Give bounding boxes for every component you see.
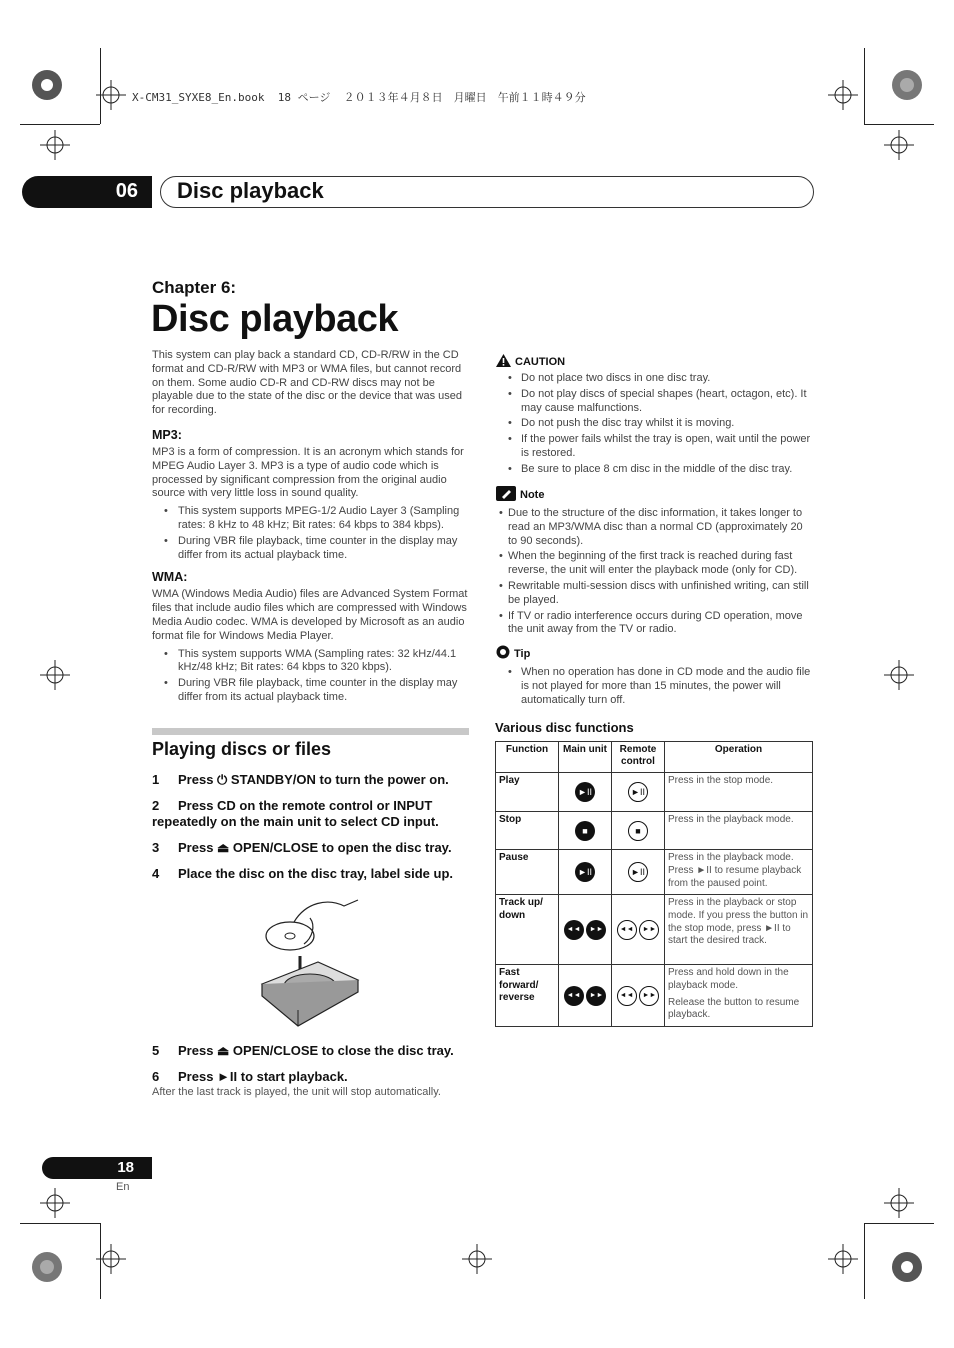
page-number-tab [42,1157,152,1179]
remote-button [612,965,665,1027]
skip-forward-icon: ►► [639,920,659,940]
operation-text: Press in the playback or stop mode. If you press the button in the stop mode, press ►II to start the desired track. [665,895,813,965]
column-header: Function [496,742,559,773]
list-item: • Be sure to place 8 cm disc in the middle of the disc tray. [496,463,814,477]
caution-bullets [496,372,814,477]
crosshair-icon [884,1188,914,1218]
intro-paragraph: This system can play back a standard CD, CD-R/RW in the CD format and CD-R/RW with MP3 or WMA files, but cannot record on them. Some audio CD-R and CD-RW discs may not be playable due to the state of the disc or the device that was used for recording. [152,349,463,417]
language-code: En [116,1181,130,1193]
column-header: Operation [665,742,813,773]
tip-icon [496,645,510,659]
list-item: • Rewritable multi-session discs with unfinished writing, can still be played. [496,580,814,608]
crosshair-icon [828,1244,858,1274]
step-text: Place the disc on the disc tray, label side up. [178,866,454,881]
list-item: • Do not push the disc tray whilst it is moving. [496,417,814,431]
remote-button [612,895,665,965]
function-name: Play [496,773,559,812]
step-6 [152,1069,472,1085]
disc-functions-table [495,741,813,1027]
wma-bullets [152,648,470,705]
operation-text: Press in the playback mode. Press ►II to resume playback from the paused point. [665,850,813,895]
step-text: Press ⏻ STANDBY/ON to turn the power on. [178,772,449,787]
rewind-icon: ◄◄ [564,986,584,1006]
list-item: • This system supports WMA (Sampling rates: 32 kHz/44.1 kHz/48 kHz; Bit rates: 64 kbps to 320 kbps). [152,648,470,676]
section-title: Playing discs or files [152,739,332,759]
table-header-row [496,742,813,773]
list-item: • This system supports MPEG-1/2 Audio Layer 3 (Sampling rates: 8 kHz to 48 kHz; Bit rates: 64 kbps to 384 kbps). [152,505,470,533]
caution-block [496,354,816,479]
registration-mark-icon [30,68,64,102]
page-title: Disc playback [151,298,398,340]
mp3-bullets [152,505,470,562]
column-header: Remote control [612,742,665,773]
main-unit-button [559,850,612,895]
list-item: • When the beginning of the first track is reached during fast reverse, the unit will enter the playback mode (only for CD). [496,550,814,578]
main-unit-button [559,965,612,1027]
stop-icon: ■ [575,821,595,841]
table-row [496,850,813,895]
note-heading-text: Note [520,489,545,501]
operation-text: Press in the playback mode. [665,812,813,850]
column-header: Main unit [559,742,612,773]
step-number: 1 [152,772,160,787]
wma-heading: WMA: [152,570,188,585]
crosshair-icon [96,80,126,110]
crosshair-icon [884,660,914,690]
crosshair-icon [40,1188,70,1218]
tip-heading-text: Tip [514,648,531,660]
chapter-header-bar [160,176,814,208]
crosshair-icon [40,130,70,160]
chapter-header-title: Disc playback [177,178,324,203]
book-info-line: X-CM31_SYXE8_En.book 18 ページ ２０１３年４月８日 月曜日 午前１１時４９分 [132,91,586,104]
registration-mark-icon [890,1250,924,1284]
operation-text [665,965,813,1027]
step-number: 6 [152,1069,160,1084]
main-unit-button [559,812,612,850]
chapter-number: 06 [115,180,138,202]
function-name: Pause [496,850,559,895]
fast-forward-icon: ►► [639,986,659,1006]
table-row [496,812,813,850]
list-item: • Do not play discs of special shapes (heart, octagon, etc). It may cause malfunctions. [496,388,814,416]
page-number: 18 [117,1159,134,1176]
remote-button [612,812,665,850]
table-row [496,965,813,1027]
operation-line: Press and hold down in the playback mode. [668,967,789,991]
step-4 [152,866,472,882]
left-column [152,349,470,707]
after-playback-note: After the last track is played, the unit will stop automatically. [152,1086,441,1098]
mp3-heading: MP3: [152,427,182,442]
tip-block [496,645,816,709]
step-2 [152,798,472,830]
step-text: Press ►II to start playback. [178,1069,348,1084]
stop-icon: ■ [628,821,648,841]
list-item: • If TV or radio interference occurs during CD operation, move the unit away from the TV or radio. [496,610,814,638]
step-number: 4 [152,866,160,881]
crosshair-icon [40,660,70,690]
note-heading [496,486,816,501]
play-pause-icon: ►II [575,862,595,882]
warning-icon [496,354,511,367]
skip-back-icon: ◄◄ [617,920,637,940]
play-pause-icon: ►II [575,782,595,802]
step-text: Press ⏏ OPEN/CLOSE to open the disc tray. [178,840,452,855]
caution-heading [496,354,816,368]
step-text: Press CD on the remote control or INPUT repeatedly on the main unit to select CD input. [152,798,439,829]
step-text: Press ⏏ OPEN/CLOSE to close the disc tray. [178,1043,454,1058]
note-icon [496,486,516,501]
step-1 [152,772,472,788]
registration-mark-icon [890,68,924,102]
list-item: • Due to the structure of the disc information, it takes longer to read an MP3/WMA disc than a normal CD (approximately 20 to 90 seconds). [496,507,814,548]
rewind-icon: ◄◄ [617,986,637,1006]
operation-text: Press in the stop mode. [665,773,813,812]
remote-button [612,850,665,895]
section-bar [152,728,469,735]
step-3 [152,840,472,856]
caution-heading-text: CAUTION [515,356,566,368]
chapter-number-tab [22,176,152,208]
skip-back-icon: ◄◄ [564,920,584,940]
crosshair-icon [462,1244,492,1274]
step-number: 3 [152,840,160,855]
play-pause-icon: ►II [628,782,648,802]
crosshair-icon [96,1244,126,1274]
list-item: • If the power fails whilst the tray is open, wait until the power is restored. [496,433,814,461]
skip-forward-icon: ►► [586,920,606,940]
list-item: • During VBR file playback, time counter in the display may differ from its actual playback time. [152,535,470,563]
functions-heading: Various disc functions [495,720,634,735]
mp3-paragraph: MP3 is a form of compression. It is an acronym which stands for MPEG Audio Layer 3. MP3 is a type of audio code which is processed by significant compression from the original audio source with very little loss in sound quality. [152,445,464,500]
main-unit-button [559,895,612,965]
note-block [496,486,816,639]
disc-tray-illustration [258,892,363,1030]
play-pause-icon: ►II [628,862,648,882]
tip-heading [496,645,816,660]
crosshair-icon [884,130,914,160]
table-row [496,773,813,812]
step-5 [152,1043,472,1059]
step-number: 2 [152,798,160,813]
crosshair-icon [828,80,858,110]
list-item: • During VBR file playback, time counter in the display may differ from its actual playback time. [152,677,470,705]
remote-button [612,773,665,812]
operation-line: Release the button to resume playback. [668,996,800,1021]
wma-paragraph: WMA (Windows Media Audio) files are Advanced System Format files that include audio files which are compressed with Windows Media Audio codec. WMA is developed by Microsoft as an audio format file for Windows Media Player. [152,588,468,642]
function-name: Stop [496,812,559,850]
list-item: • Do not place two discs in one disc tray. [496,372,814,386]
registration-mark-icon [30,1250,64,1284]
function-name: Track up/ down [496,895,559,965]
main-unit-button [559,773,612,812]
tip-bullets [496,666,814,707]
fast-forward-icon: ►► [586,986,606,1006]
note-bullets [496,507,814,637]
function-name: Fast forward/ reverse [496,965,559,1027]
chapter-label: Chapter 6: [152,278,237,297]
step-number: 5 [152,1043,160,1058]
table-row [496,895,813,965]
list-item: • When no operation has done in CD mode and the audio file is not played for more than 15 minutes, the power will automatically turn off. [496,666,814,707]
